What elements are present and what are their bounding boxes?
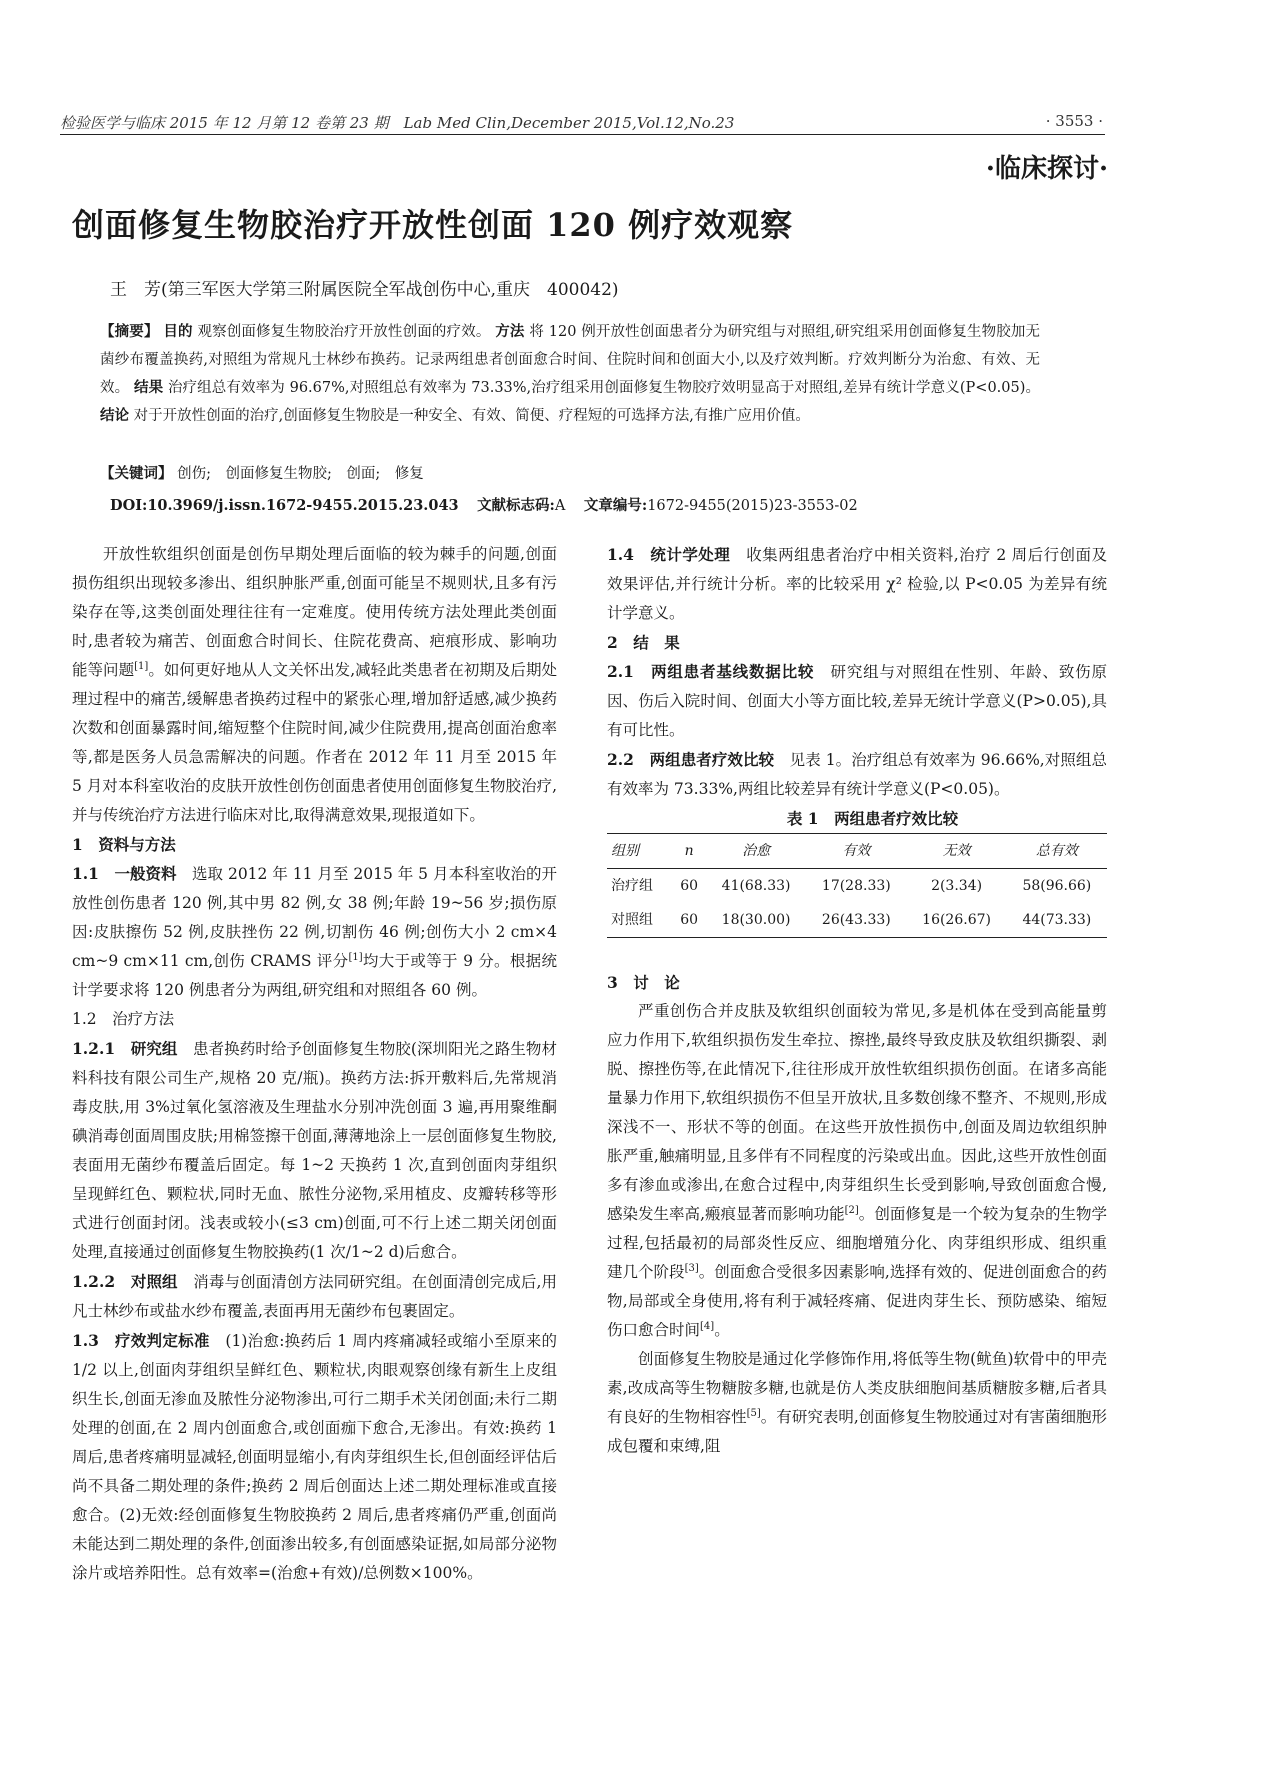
- methods-text: 将 120 例开放性创面患者分为研究组与对照组,研究组采用创面修复生物胶加无菌纱布覆盖换药,对照组为常规凡士林纱布换药。记录两组患者创面愈合时间、住院时间和创面大小,以及疗效判断。疗效判断分为治愈、有效、无效。: [100, 324, 1041, 396]
- results-label: 结果: [133, 379, 164, 396]
- article-label: 文章编号:: [583, 497, 648, 514]
- table-cell: 60: [680, 911, 699, 928]
- section-1-2-2: 1.2.2 对照组 消毒与创面清创方法同研究组。在创面清创完成后,用凡士林纱布或盐水纱布覆盖,表面再用无菌纱布包裹固定。: [72, 1272, 557, 1320]
- left-column: [72, 540, 557, 1588]
- running-header: 检验医学与临床 2015 年 12 月第 12 卷第 23 期 Lab Med Clin,December 2015,Vol.12,No.23: [60, 114, 735, 132]
- right-column: [607, 540, 1107, 1461]
- author-affiliation: 王 芳(第三军医大学第三附属医院全军战创伤中心,重庆 400042): [110, 280, 619, 300]
- section-1-1: 1.1 一般资料 选取 2012 年 11 月至 2015 年 5 月本科室收治的开放性创伤患者 120 例,其中男 82 例,女 38 例;年龄 19~56 岁;损伤原因:皮肤擦伤 52 例,皮肤挫伤 22 例,切割伤 46 例;创伤大小 2 cm×4 cm~9 cm×11 cm,创伤 CRAMS 评分[1]均大于或等于 9 分。根据统计学要求将 120 例患者分为两组,研究组和对照组各 60 例。: [72, 864, 557, 999]
- objective-text: 观察创面修复生物胶治疗开放性创面的疗效。: [197, 324, 491, 340]
- section-1-2-heading: 1.2 治疗方法: [72, 1010, 175, 1028]
- table-cell: 58(96.66): [1022, 877, 1092, 894]
- citation: [1]: [134, 660, 149, 672]
- doi-line: [110, 494, 1060, 515]
- table-cell: 60: [680, 877, 699, 894]
- table-cell: 41(68.33): [721, 877, 791, 894]
- discussion-paragraph-1: 严重创伤合并皮肤及软组织创面较为常见,多是机体在受到高能量剪应力作用下,软组织损伤发生牵拉、擦挫,最终导致皮肤及软组织撕裂、剥脱、擦挫伤等,在此情况下,往往形成开放性软组织损伤创面。在诸多高能量暴力作用下,软组织损伤不但呈开放状,且多数创缘不整齐、不规则,形成深浅不一、形状不等的创面。在这些开放性损伤中,创面及周边软组织肿胀严重,触痛明显,且多伴有不同程度的污染或出血。因此,这些开放性创面多有渗血或渗出,在愈合过程中,肉芽组织生长受到影响,导致创面愈合慢,感染发生率高,瘢痕显著而影响功能[2]。创面修复是一个较为复杂的生物学过程,包括最初的局部炎性反应、细胞增殖分化、肉芽组织形成、组织重建几个阶段[3]。创面愈合受很多因素影响,选择有效的、促进创面愈合的药物,局部或全身使用,将有利于减轻疼痛、促进肉芽生长、预防感染、缩短伤口愈合时间[4]。: [607, 1002, 1107, 1339]
- keywords-text: 创伤; 创面修复生物胶; 创面; 修复: [177, 466, 424, 482]
- table-1: [607, 833, 1107, 938]
- table-header-cell: 无效: [942, 842, 971, 859]
- intro-paragraph: 开放性软组织创面是创伤早期处理后面临的较为棘手的问题,创面损伤组织出现较多渗出、组织肿胀严重,创面可能呈不规则状,且多有污染存在等,这类创面处理往往有一定难度。使用传统方法处理此类创面时,患者较为痛苦、创面愈合时间长、住院花费高、疤痕形成、影响功能等问题[1]。如何更好地从人文关怀出发,减轻此类患者在初期及后期处理过程中的痛苦,缓解患者换药过程中的紧张心理,增加舒适感,减少换药次数和创面暴露时间,缩短整个住院时间,减少住院费用,提高创面治愈率等,都是医务人员急需解决的问题。作者在 2012 年 11 月至 2015 年 5 月对本科室收治的皮肤开放性创伤创面患者使用创面修复生物胶治疗,并与传统治疗方法进行临床对比,取得满意效果,现报道如下。: [72, 545, 557, 824]
- section-3-heading: 3 讨 论: [607, 973, 680, 992]
- section-1-2-1: 1.2.1 研究组 患者换药时给予创面修复生物胶(深圳阳光之路生物材料科技有限公司生产,规格 20 克/瓶)。换药方法:拆开敷料后,先常规消毒皮肤,用 3%过氧化氢溶液及生理盐水分别冲洗创面 3 遍,再用聚维酮碘消毒创面周围皮肤;用棉签擦干创面,薄薄地涂上一层创面修复生物胶,表面用无菌纱布覆盖后固定。每 1~2 天换药 1 次,直到创面肉芽组织呈现鲜红色、颗粒状,同时无血、脓性分泌物,采用植皮、皮瓣转移等形式进行创面封闭。浅表或较小(≤3 cm)创面,可不行上述二期关闭创面处理,直接通过创面修复生物胶换药(1 次/1~2 d)后愈合。: [72, 1039, 557, 1261]
- table-header-cell: 有效: [842, 842, 871, 859]
- code-value: A: [554, 498, 566, 514]
- table-header-cell: 治愈: [742, 842, 771, 859]
- abstract-label: 【摘要】: [100, 323, 159, 340]
- doi-text: DOI:10.3969/j.issn.1672-9455.2015.23.043: [110, 497, 459, 514]
- table-row: [607, 903, 1107, 938]
- conclusion-label: 结论: [100, 407, 129, 424]
- section-1-4: 1.4 统计学处理 收集两组患者治疗中相关资料,治疗 2 周后行创面及效果评估,并行统计分析。率的比较采用 χ² 检验,以 P<0.05 为差异有统计学意义。: [607, 545, 1107, 622]
- citation: [3]: [684, 1262, 699, 1274]
- section-1-3: 1.3 疗效判定标准 (1)治愈:换药后 1 周内疼痛减轻或缩小至原来的 1/2 以上,创面肉芽组织呈鲜红色、颗粒状,肉眼观察创缘有新生上皮组织生长,创面无渗血及脓性分泌物渗出,可行二期手术关闭创面;未行二期处理的创面,在 2 周内创面愈合,或创面痂下愈合,无渗出。有效:换药 1 周后,患者疼痛明显减轻,创面明显缩小,有肉芽组织生长,但创面经评估后尚不具备二期处理的条件;换药 2 周后创面达上述二期处理标准或直接愈合。(2)无效:经创面修复生物胶换药 2 周后,患者疼痛仍严重,创面尚未能达到二期处理的条件,创面渗出较多,有创面感染证据,如局部分泌物涂片或培养阳性。总有效率=(治愈+有效)/总例数×100%。: [72, 1331, 557, 1582]
- page-number: · 3553 ·: [1045, 112, 1103, 130]
- keywords-label: 【关键词】: [100, 465, 173, 482]
- section-2-heading: 2 结 果: [607, 633, 680, 652]
- conclusion-text: 对于开放性创面的治疗,创面修复生物胶是一种安全、有效、简便、疗程短的可选择方法,有推广应用价值。: [133, 408, 810, 424]
- section-2-2: 2.2 两组患者疗效比较 见表 1。治疗组总有效率为 96.66%,对照组总有效率为 73.33%,两组比较差异有统计学意义(P<0.05)。: [607, 750, 1107, 798]
- section-1-heading: 1 资料与方法: [72, 835, 176, 854]
- table-1-title: 表 1 两组患者疗效比较: [786, 809, 959, 828]
- article-number: 1672-9455(2015)23-3553-02: [647, 498, 858, 514]
- citation: [4]: [700, 1320, 715, 1332]
- table-header-cell: n: [684, 842, 694, 859]
- table-cell: 18(30.00): [721, 911, 791, 928]
- table-header-row: [607, 834, 1107, 869]
- citation: [5]: [746, 1407, 761, 1419]
- abstract: [100, 318, 1040, 430]
- table-header-cell: 组别: [611, 842, 639, 859]
- table-cell: 17(28.33): [821, 877, 891, 894]
- table-cell: 16(26.67): [922, 911, 991, 928]
- section-2-1: 2.1 两组患者基线数据比较 研究组与对照组在性别、年龄、致伤原因、伤后入院时间、创面大小等方面比较,差异无统计学意义(P>0.05),具有可比性。: [607, 662, 1107, 739]
- table-cell: 治疗组: [611, 877, 653, 894]
- citation: [1]: [348, 951, 363, 963]
- table-row: [607, 869, 1107, 904]
- table-cell: 26(43.33): [821, 911, 891, 928]
- section-label: ·临床探讨·: [985, 154, 1108, 184]
- table-cell: 44(73.33): [1022, 911, 1092, 928]
- code-label: 文献标志码:: [477, 497, 555, 514]
- article-title: 创面修复生物胶治疗开放性创面 120 例疗效观察: [72, 206, 794, 244]
- objective-label: 目的: [163, 323, 193, 340]
- results-text: 治疗组总有效率为 96.67%,对照组总有效率为 73.33%,治疗组采用创面修复生物胶疗效明显高于对照组,差异有统计学意义(P<0.05)。: [167, 380, 1041, 396]
- table-cell: 2(3.34): [931, 877, 983, 894]
- methods-label: 方法: [495, 323, 525, 340]
- discussion-paragraph-2: 创面修复生物胶是通过化学修饰作用,将低等生物(鱿鱼)软骨中的甲壳素,改成高等生物糖胺多糖,也就是仿人类皮肤细胞间基质糖胺多糖,后者具有良好的生物相容性[5]。有研究表明,创面修复生物胶通过对有害菌细胞形成包覆和束缚,阻: [607, 1350, 1107, 1455]
- keywords: [100, 462, 1040, 483]
- table-cell: 对照组: [611, 911, 653, 928]
- citation: [2]: [844, 1204, 859, 1216]
- header-rule: [60, 134, 1105, 135]
- table-header-cell: 总有效: [1035, 842, 1078, 859]
